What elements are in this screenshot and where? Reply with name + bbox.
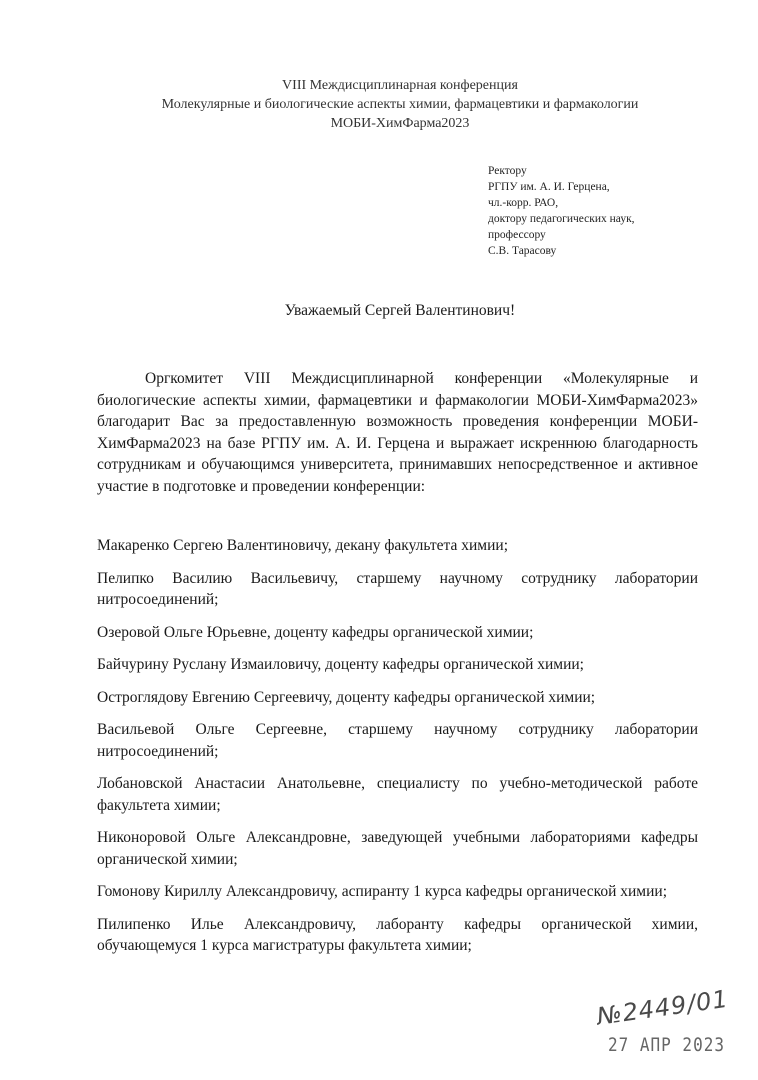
registration-number: №2449/01 [595, 984, 731, 1031]
intro-paragraph: Оргкомитет VIII Междисциплинарной конференции «Молекулярные и биологические аспекты химии, фармацевтики и фармакологии МОБИ-ХимФарма2023» благодарит Вас за предоставленную возможность проведения конференции МОБИ-ХимФарма2023 на базе РГПУ им. А. И. Герцена и выражает искреннюю благодарность сотрудникам и обучающимся университета, принимавших непосредственное и активное участие в подготовке и проведении конференции: [97, 370, 698, 495]
list-item: Лобановской Анастасии Анатольевне, специалисту по учебно-методической работе факультета химии; [97, 775, 698, 814]
list-item: Гомонову Кириллу Александровичу, аспиранту 1 курса кафедры органической химии; [97, 883, 668, 900]
header-line-3: МОБИ-ХимФарма2023 [330, 116, 470, 131]
list-item: Макаренко Сергею Валентиновичу, декану факультета химии; [97, 537, 509, 554]
addressee-line: профессору [488, 229, 546, 241]
addressee-line: доктору педагогических наук, [488, 213, 635, 225]
addressee-line: С.В. Тарасову [488, 245, 557, 257]
header-line-1: VIII Междисциплинарная конференция [282, 78, 518, 93]
addressee-line: Ректору [488, 165, 527, 177]
list-item: Васильевой Ольге Сергеевне, старшему научному сотруднику лаборатории нитросоединений; [97, 721, 698, 760]
list-item: Пилипенко Илье Александровичу, лаборанту кафедры органической химии, обучающемуся 1 курса магистратуры факультета химии; [97, 915, 698, 954]
header-line-2: Молекулярные и биологические аспекты химии, фармацевтики и фармакологии [161, 97, 639, 112]
salutation: Уважаемый Сергей Валентинович! [284, 302, 516, 319]
list-item: Остроглядову Евгению Сергеевичу, доценту кафедры органической химии; [97, 688, 596, 706]
list-item: Никоноровой Ольге Александровне, заведующей учебными лабораториями кафедры органической химии; [97, 829, 698, 868]
conference-header [0, 76, 758, 133]
list-item: Байчурину Руслану Измаиловичу, доценту кафедры органической химии; [97, 656, 584, 673]
list-item: Пелипко Василию Васильевичу, старшему научному сотруднику лаборатории нитросоединений; [97, 569, 698, 608]
list-item: Озеровой Ольге Юрьевне, доценту кафедры органической химии; [97, 623, 534, 641]
addressee-line: чл.-корр. РАО, [488, 197, 559, 209]
addressee-block [488, 163, 635, 259]
acknowledgement-list [97, 535, 698, 968]
received-date-stamp: 27 АПР 2023 [608, 1033, 725, 1056]
addressee-line: РГПУ им. А. И. Герцена, [488, 181, 610, 193]
